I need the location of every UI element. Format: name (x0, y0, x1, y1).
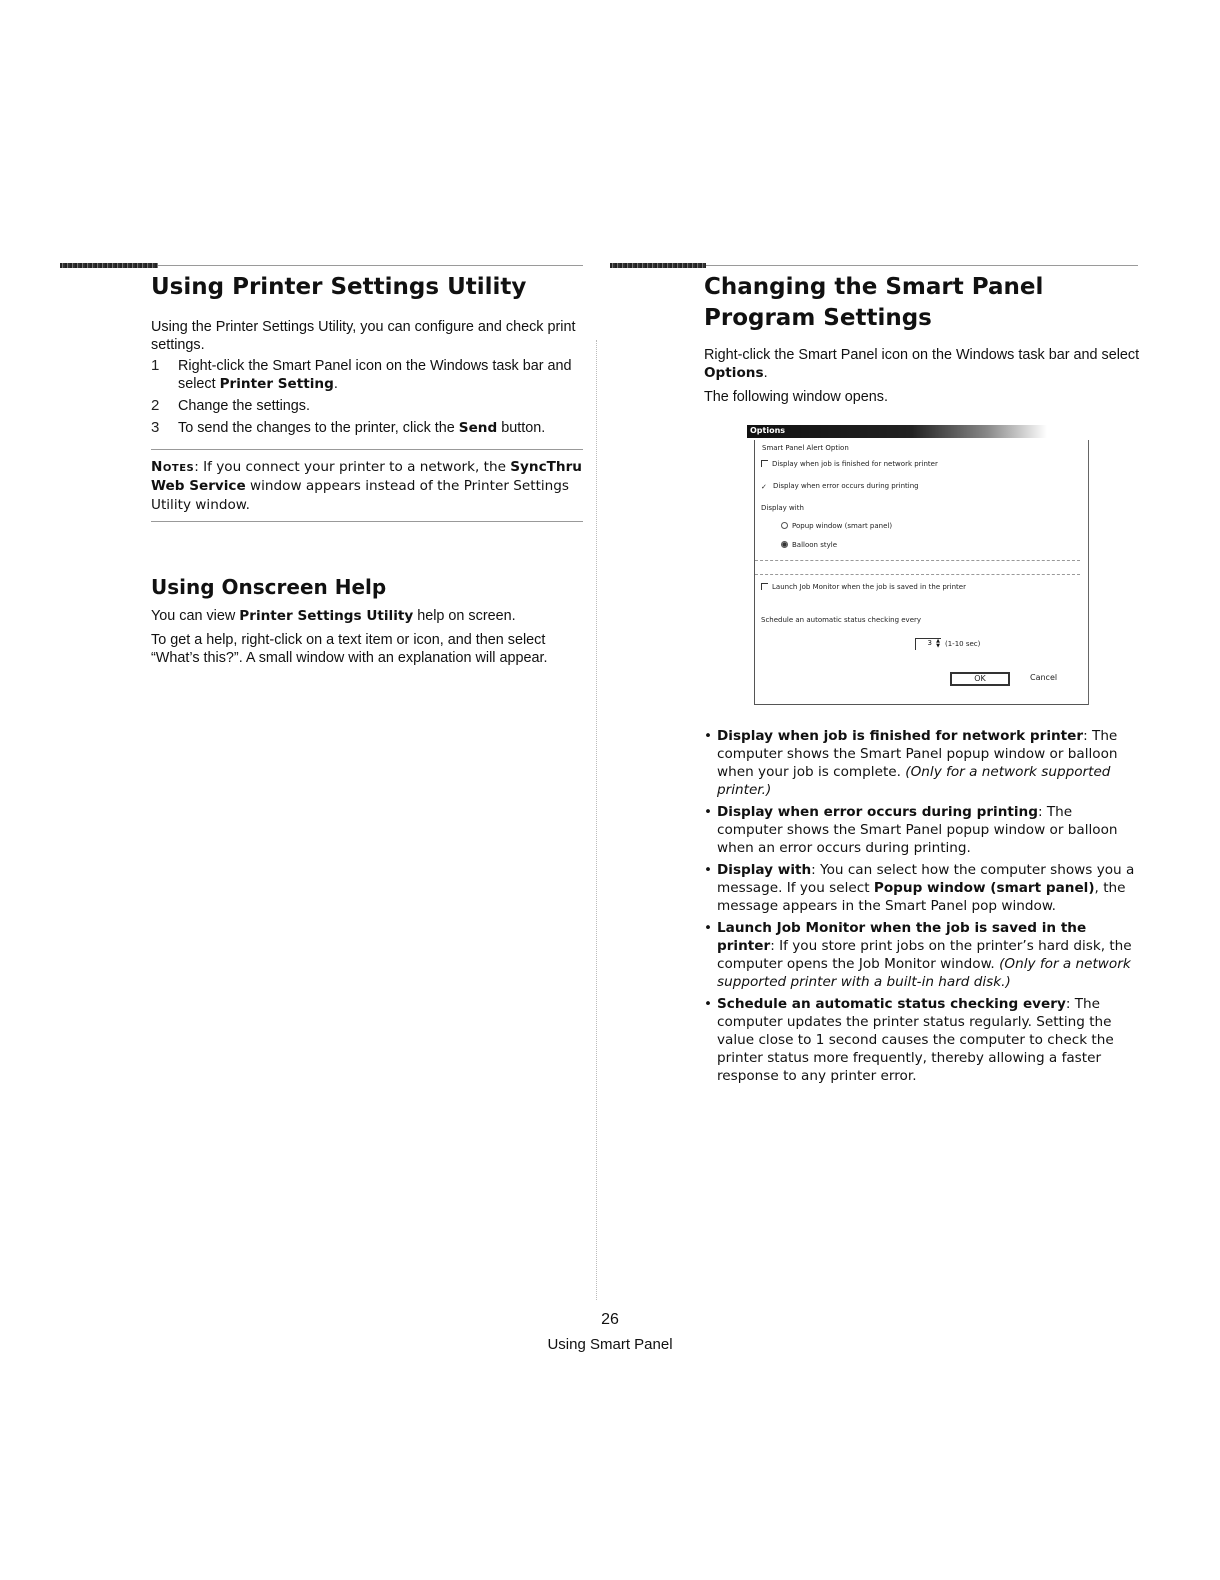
bullet-text: : The computer shows the Smart Panel popup window or balloon when an error occurs during printing. (717, 804, 1118, 856)
step-text-end: . (333, 376, 338, 392)
schedule-label: Schedule an automatic status checking every (761, 616, 922, 624)
option-launch-job-monitor-label: Launch Job Monitor when the job is saved in the printer (772, 583, 966, 591)
right-intro-paragraph (704, 346, 1140, 382)
bullet-text: : You can select how the computer shows you a message. If you select (717, 862, 1135, 896)
checkbox-unchecked-icon[interactable] (761, 460, 768, 467)
checkbox-unchecked-icon[interactable] (761, 583, 768, 590)
step-text: Change the settings. (178, 398, 311, 414)
interval-value: 3 (927, 639, 932, 647)
radio-popup-window-label: Popup window (smart panel) (792, 522, 893, 530)
step-number: 2 (151, 397, 160, 414)
option-job-finished-label: Display when job is finished for network printer (772, 460, 938, 468)
step-text-end: button. (497, 420, 546, 436)
column-divider (596, 340, 597, 1300)
window-opens-text: The following window opens. (704, 389, 888, 405)
page-number: 26 (601, 1311, 619, 1328)
running-footer-title: Using Smart Panel (547, 1336, 673, 1353)
radio-balloon-style-label: Balloon style (792, 541, 837, 549)
option-descriptions-list (704, 727, 1140, 1089)
radio-popup-window[interactable] (781, 522, 892, 530)
section-title-printer-settings: Using Printer Settings Utility (151, 274, 527, 300)
help-text-start: You can view (151, 608, 240, 624)
dialog-right-border (1088, 440, 1089, 705)
radio-selected-icon[interactable] (781, 541, 788, 548)
cancel-button[interactable]: Cancel (1030, 673, 1058, 682)
notes-text (151, 458, 583, 515)
bullet-term-inline: Popup window (smart panel) (873, 880, 1095, 896)
bullet-text: : The computer updates the printer status regularly. Setting the value close to 1 second causes the computer to check the printer status more frequently, thereby allowing a faster response to any printer error. (717, 996, 1114, 1084)
bullet-item (704, 803, 1140, 857)
help-text-end: help on screen. (413, 608, 516, 624)
option-launch-job-monitor[interactable] (761, 583, 966, 591)
right-column (704, 272, 1140, 406)
option-error-occurs-label: Display when error occurs during printing (773, 482, 919, 490)
section-title-onscreen-help: Using Onscreen Help (151, 575, 387, 599)
notes-box (151, 449, 583, 522)
step-item (151, 419, 583, 437)
option-job-finished[interactable] (761, 460, 938, 468)
bullet-item (704, 919, 1140, 991)
help-bold-text: Printer Settings Utility (239, 608, 414, 624)
section-title-smart-panel-settings: Changing the Smart Panel Program Settings (704, 274, 1044, 331)
radio-balloon-style[interactable] (781, 541, 837, 549)
step-item (151, 397, 583, 415)
bullet-term: Display when job is finished for network printer (717, 728, 1084, 744)
dialog-title-bar (747, 425, 1047, 438)
dialog-separator (755, 574, 1080, 575)
display-with-label: Display with (761, 504, 804, 512)
bullet-term: Display when error occurs during printing (717, 804, 1038, 820)
left-column (151, 272, 583, 667)
right-column-rule (610, 265, 1138, 266)
dialog-separator (755, 560, 1080, 561)
options-dialog-screenshot (747, 425, 1089, 705)
step-number: 3 (151, 419, 160, 436)
alert-option-group-label: Smart Panel Alert Option (762, 444, 849, 452)
dialog-frame (754, 440, 1089, 705)
interval-stepper[interactable] (915, 638, 941, 650)
right-intro-bold: Options (704, 365, 764, 381)
step-bold-text: Send (458, 420, 498, 436)
bullet-item (704, 861, 1140, 915)
stepper-arrows-icon[interactable]: ▲ ▼ (936, 638, 940, 649)
right-intro-text: Right-click the Smart Panel icon on the Windows task bar and select (704, 347, 1140, 363)
bullet-text-end: , the message appears in the Smart Panel pop window. (717, 880, 1126, 914)
notes-text-start: : If you connect your printer to a network, the (194, 459, 511, 475)
bullet-note: (Only for a network supported printer with a built-in hard disk.) (717, 956, 1131, 990)
left-column-rule (60, 265, 583, 266)
bullet-item (704, 727, 1140, 799)
notes-bold-text: SyncThru Web Service (151, 459, 582, 494)
notes-text-end: window appears instead of the Printer Settings Utility window. (151, 478, 570, 513)
dialog-title: Options (750, 426, 786, 435)
intro-paragraph: Using the Printer Settings Utility, you can configure and check print settings. (151, 319, 576, 353)
checkbox-checked-icon[interactable]: ✓ (761, 483, 767, 491)
step-item (151, 357, 583, 393)
bullet-note: (Only for a network supported printer.) (717, 764, 1111, 798)
bullet-term: Display with (717, 862, 812, 878)
help-paragraph-2: To get a help, right-click on a text item or icon, and then select “What’s this?”. A small window with an explanation will appear. (151, 632, 548, 666)
bullet-item (704, 995, 1140, 1085)
help-paragraph-1 (151, 607, 583, 625)
notes-label: Notes (151, 459, 195, 475)
bullet-text: : If you store print jobs on the printer’s hard disk, the computer opens the Job Monitor window. (717, 938, 1132, 972)
step-text: Right-click the Smart Panel icon on the Windows task bar and select (178, 358, 572, 392)
option-error-occurs[interactable] (761, 482, 919, 490)
step-number: 1 (151, 357, 160, 374)
bullet-term: Launch Job Monitor when the job is saved in the printer (717, 920, 1087, 954)
interval-range-label: (1-10 sec) (945, 640, 981, 648)
step-text: To send the changes to the printer, click the (178, 420, 459, 436)
radio-unselected-icon[interactable] (781, 522, 788, 529)
ok-button[interactable]: OK (950, 672, 1010, 686)
bullet-text: : The computer shows the Smart Panel popup window or balloon when your job is complete. (717, 728, 1118, 780)
step-bold-text: Printer Setting (219, 376, 334, 392)
right-intro-end: . (763, 365, 768, 381)
steps-list (151, 357, 583, 437)
bullet-term: Schedule an automatic status checking every (717, 996, 1066, 1012)
